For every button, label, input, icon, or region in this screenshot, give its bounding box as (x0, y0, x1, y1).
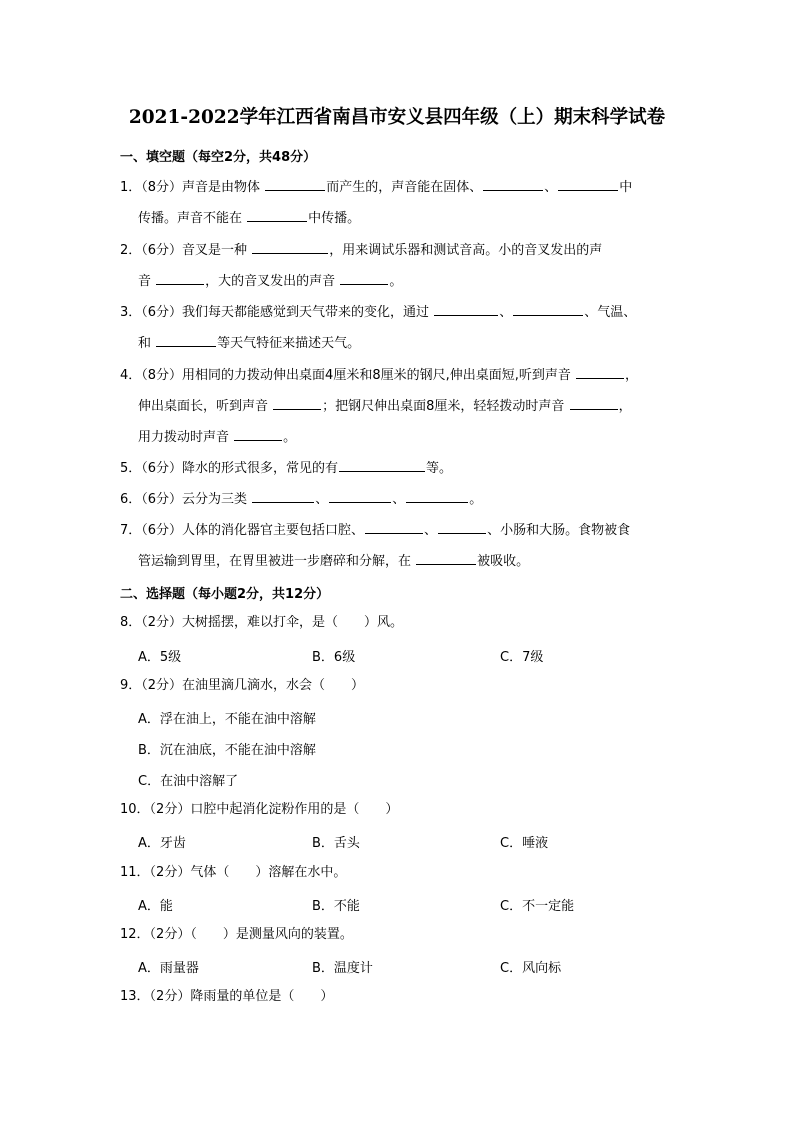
question-7-line-1: 7．（6分）人体的消化器官主要包括口腔、 、 、小肠和大肠。食物被食 (120, 520, 630, 540)
answer-blank[interactable] (339, 458, 425, 472)
question-2-line-1: 2．（6分）音叉是一种 ，用来调试乐器和测试音高。小的音叉发出的声 (120, 240, 602, 260)
question-13-stem: 13．（2分）降雨量的单位是（ ） (120, 989, 334, 1004)
answer-blank[interactable] (156, 271, 204, 285)
option-c[interactable]: C．风向标 (500, 961, 562, 976)
option-b[interactable]: B．6级 (312, 650, 356, 665)
question-8-stem: 8．（2分）大树摇摆，难以打伞，是（ ）风。 (120, 615, 404, 630)
answer-blank[interactable] (265, 177, 325, 191)
question-1-line-1: 1．（8分）声音是由物体 而产生的，声音能在固体、 、 中 (120, 177, 632, 197)
option-a[interactable]: A．雨量器 (138, 961, 199, 976)
option-c[interactable]: C．不一定能 (500, 899, 575, 914)
option-c[interactable]: C．7级 (500, 650, 544, 665)
page-title: 2021-2022学年江西省南昌市安义县四年级（上）期末科学试卷 (128, 107, 666, 128)
question-5: 5．（6分）降水的形式很多，常见的有 等。 (120, 458, 452, 478)
question-3-line-1: 3．（6分）我们每天都能感觉到天气带来的变化，通过 、 、气温、 (120, 302, 636, 322)
question-2-line-2: 音 ，大的音叉发出的声音 。 (138, 271, 402, 291)
answer-blank[interactable] (273, 396, 321, 410)
answer-blank[interactable] (252, 240, 328, 254)
option-b[interactable]: B．不能 (312, 899, 360, 914)
answer-blank[interactable] (558, 177, 618, 191)
question-3-line-2: 和 等天气特征来描述天气。 (138, 333, 360, 353)
option-b[interactable]: B．温度计 (312, 961, 373, 976)
option-b[interactable]: B．沉在油底，不能在油中溶解 (138, 743, 316, 758)
question-4-line-1: 4．（8分）用相同的力拨动伸出桌面4厘米和8厘米的钢尺,伸出桌面短,听到声音 ， (120, 365, 638, 385)
option-a[interactable]: A．浮在油上，不能在油中溶解 (138, 712, 316, 727)
question-4-line-2: 伸出桌面长，听到声音 ；把钢尺伸出桌面8厘米，轻轻拨动时声音 ， (138, 396, 632, 416)
answer-blank[interactable] (247, 208, 307, 222)
answer-blank[interactable] (406, 489, 468, 503)
question-9-stem: 9．（2分）在油里滴几滴水，水会（ ） (120, 678, 365, 693)
question-6: 6．（6分）云分为三类 、 、 。 (120, 489, 482, 509)
answer-blank[interactable] (434, 302, 498, 316)
section-fill-blank: 一、填空题（每空2分，共48分） (120, 150, 317, 165)
answer-blank[interactable] (340, 271, 388, 285)
answer-blank[interactable] (576, 365, 624, 379)
option-a[interactable]: A．牙齿 (138, 836, 186, 851)
question-1-line-2: 传播。声音不能在 中传播。 (138, 208, 360, 228)
option-a[interactable]: A．5级 (138, 650, 182, 665)
question-4-line-3: 用力拨动时声音 。 (138, 427, 296, 447)
answer-blank[interactable] (365, 520, 423, 534)
answer-blank[interactable] (234, 427, 282, 441)
answer-blank[interactable] (483, 177, 543, 191)
answer-blank[interactable] (513, 302, 583, 316)
section-multiple-choice: 二、选择题（每小题2分，共12分） (120, 587, 330, 602)
answer-blank[interactable] (416, 551, 476, 565)
answer-blank[interactable] (438, 520, 486, 534)
answer-blank[interactable] (570, 396, 618, 410)
option-c[interactable]: C．在油中溶解了 (138, 774, 239, 789)
answer-blank[interactable] (329, 489, 391, 503)
question-7-line-2: 管运输到胃里，在胃里被进一步磨碎和分解，在 被吸收。 (138, 551, 529, 571)
option-b[interactable]: B．舌头 (312, 836, 360, 851)
question-12-stem: 12．（2分）（ ）是测量风向的装置。 (120, 927, 353, 942)
answer-blank[interactable] (156, 333, 216, 347)
answer-blank[interactable] (252, 489, 314, 503)
question-11-stem: 11．（2分）气体（ ）溶解在水中。 (120, 865, 347, 880)
option-c[interactable]: C．唾液 (500, 836, 549, 851)
question-10-stem: 10．（2分）口腔中起消化淀粉作用的是（ ） (120, 802, 399, 817)
option-a[interactable]: A．能 (138, 899, 173, 914)
